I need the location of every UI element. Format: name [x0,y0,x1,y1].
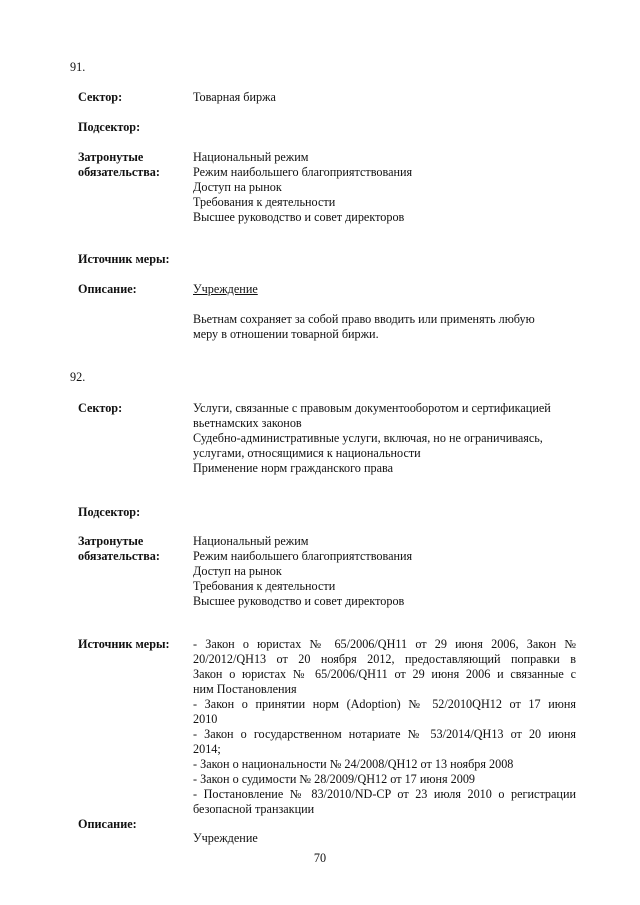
sector-value: Товарная биржа [193,90,276,104]
sector-label: Сектор: [78,90,123,104]
source-label: Источник меры: [78,252,170,266]
source-line: ним Постановления [193,682,297,696]
obligation-item: Требования к деятельности [193,195,336,209]
page-number: 70 [313,851,327,865]
obligation-item: Национальный режим [193,534,309,548]
source-line: - Закон о юристах № 65/2006/QH11 от 29 июня 2006, Закон № [193,637,576,651]
source-line: - Закон о судимости № 28/2009/QH12 от 17 июня 2009 [193,772,476,786]
description-heading: Учреждение [193,282,258,296]
description-line: Вьетнам сохраняет за собой право вводить или применять любую [193,312,535,326]
sector-line: Услуги, связанные с правовым документооборотом и сертификацией [193,401,551,415]
source-line: 2014; [193,742,221,756]
source-line: 20/2012/QH13 от 20 ноября 2012, предоставляющий поправки в [193,652,576,666]
obligations-list [193,150,412,225]
source-line: - Закон о национальности № 24/2008/QH12 от 13 ноября 2008 [193,757,514,771]
source-line: - Закон о принятии норм (Adoption) № 52/2010QH12 от 17 июня [193,697,576,711]
sector-line: Судебно-административные услуги, включая, но не ограничиваясь, [193,431,543,445]
entry-number: 91. [70,60,86,74]
description-text [193,312,535,342]
subsector-label: Подсектор: [78,120,141,134]
obligations-label [78,150,160,180]
subsector-label: Подсектор: [78,505,141,519]
obligation-item: Режим наибольшего благоприятствования [193,165,413,179]
source-label: Источник меры: [78,637,170,651]
obligation-item: Высшее руководство и совет директоров [193,594,405,608]
obligations-label [78,534,160,564]
sector-line: вьетнамских законов [193,416,302,430]
sector-line: Применение норм гражданского права [193,461,393,475]
description-label: Описание: [78,282,137,296]
obligations-label-line: обязательства: [78,549,160,563]
entry-number: 92. [70,370,86,384]
obligations-list [193,534,412,609]
description-line: меру в отношении товарной биржи. [193,327,379,341]
description-heading: Учреждение [193,831,258,845]
description-label: Описание: [78,817,137,831]
sector-value [193,401,576,476]
sector-line: услугами, относящимися к национальности [193,446,421,460]
obligation-item: Требования к деятельности [193,579,336,593]
obligations-label-line: обязательства: [78,165,160,179]
obligations-label-line: Затронутые [78,534,144,548]
obligation-item: Доступ на рынок [193,180,282,194]
source-line: безопасной транзакции [193,802,315,816]
source-list [193,637,576,817]
source-line: - Постановление № 83/2010/ND-CP от 23 июля 2010 о регистрации [193,787,576,801]
obligation-item: Доступ на рынок [193,564,282,578]
obligations-label-line: Затронутые [78,150,144,164]
sector-label: Сектор: [78,401,123,415]
source-line: Закон о юристах № 65/2006/QH11 от 29 июня 2006 и связанные с [193,667,576,681]
obligation-item: Национальный режим [193,150,309,164]
obligation-item: Высшее руководство и совет директоров [193,210,405,224]
obligation-item: Режим наибольшего благоприятствования [193,549,413,563]
source-line: - Закон о государственном нотариате № 53/2014/QH13 от 20 июня [193,727,576,741]
source-line: 2010 [193,712,218,726]
